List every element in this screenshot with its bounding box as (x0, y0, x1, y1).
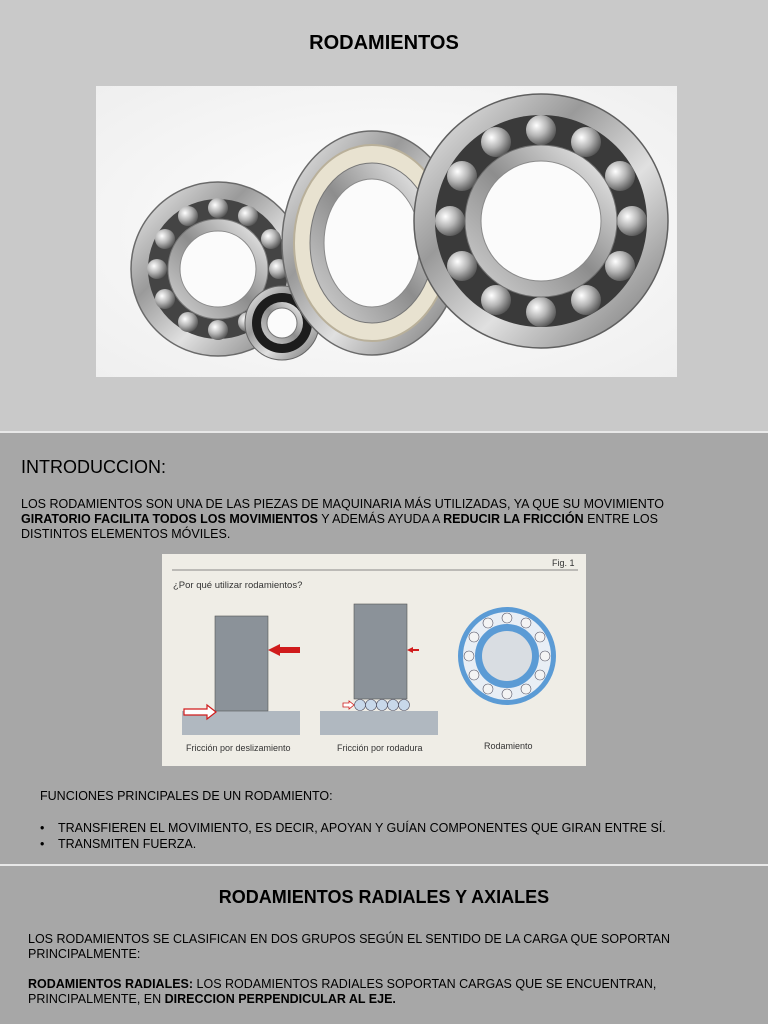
intro-text-2: Y ADEMÁS AYUDA A (318, 512, 444, 526)
friction-figure (162, 554, 586, 766)
radial-direction: DIRECCION PERPENDICULAR AL EJE. (164, 992, 396, 1006)
classification-paragraph: LOS RODAMIENTOS SE CLASIFICAN EN DOS GRUPOS SEGÚN EL SENTIDO DE LA CARGA QUE SOPORTAN PRINCIPALMENTE: (28, 932, 671, 961)
functions-title: FUNCIONES PRINCIPALES DE UN RODAMIENTO: (40, 789, 333, 803)
intro-bold-1: GIRATORIO FACILITA TODOS LOS MOVIMIENTOS (21, 512, 319, 526)
intro-bold-2: REDUCIR LA FRICCIÓN (443, 512, 584, 526)
slide-title-heading: RODAMIENTOS (309, 32, 459, 54)
figure-label: Fig. 1 (552, 558, 575, 568)
rolling-friction-diagram (320, 604, 438, 735)
radial-text: LOS RODAMIENTOS RADIALES SOPORTAN CARGAS QUE SE ENCUENTRAN, PRINCIPALMENTE, EN (28, 977, 657, 1006)
sliding-friction-diagram (182, 616, 300, 735)
caption-bearing: Rodamiento (484, 741, 533, 751)
intro-text-1: LOS RODAMIENTOS SON UNA DE LAS PIEZAS DE MAQUINARIA MÁS UTILIZADAS, YA QUE SU MOVIMIENTO (21, 497, 664, 511)
caption-sliding: Fricción por deslizamiento (186, 743, 291, 753)
slide3-title: RODAMIENTOS RADIALES Y AXIALES (218, 887, 550, 907)
radial-paragraph (28, 977, 728, 1007)
radial-term: RODAMIENTOS RADIALES: (28, 977, 194, 991)
slide-radial-axial (0, 866, 768, 1024)
functions-list (40, 820, 666, 852)
intro-heading: INTRODUCCION: (21, 457, 166, 477)
bearings-photo (96, 86, 677, 377)
bearing-diagram (458, 607, 556, 705)
figure-question: ¿Por qué utilizar rodamientos? (173, 580, 303, 591)
caption-rolling: Fricción por rodadura (337, 743, 423, 753)
intro-text-3: ENTRE LOS DISTINTOS ELEMENTOS MÓVILES. (21, 512, 658, 541)
slide-title (0, 0, 768, 431)
large-bearing-illustration (414, 94, 668, 348)
list-item: • TRANSMITEN FUERZA. (40, 836, 666, 852)
slide-introduction (0, 433, 768, 864)
intro-paragraph (21, 497, 721, 542)
list-item: • TRANSFIEREN EL MOVIMIENTO, ES DECIR, APOYAN Y GUÍAN COMPONENTES QUE GIRAN ENTRE SÍ. (40, 820, 666, 836)
